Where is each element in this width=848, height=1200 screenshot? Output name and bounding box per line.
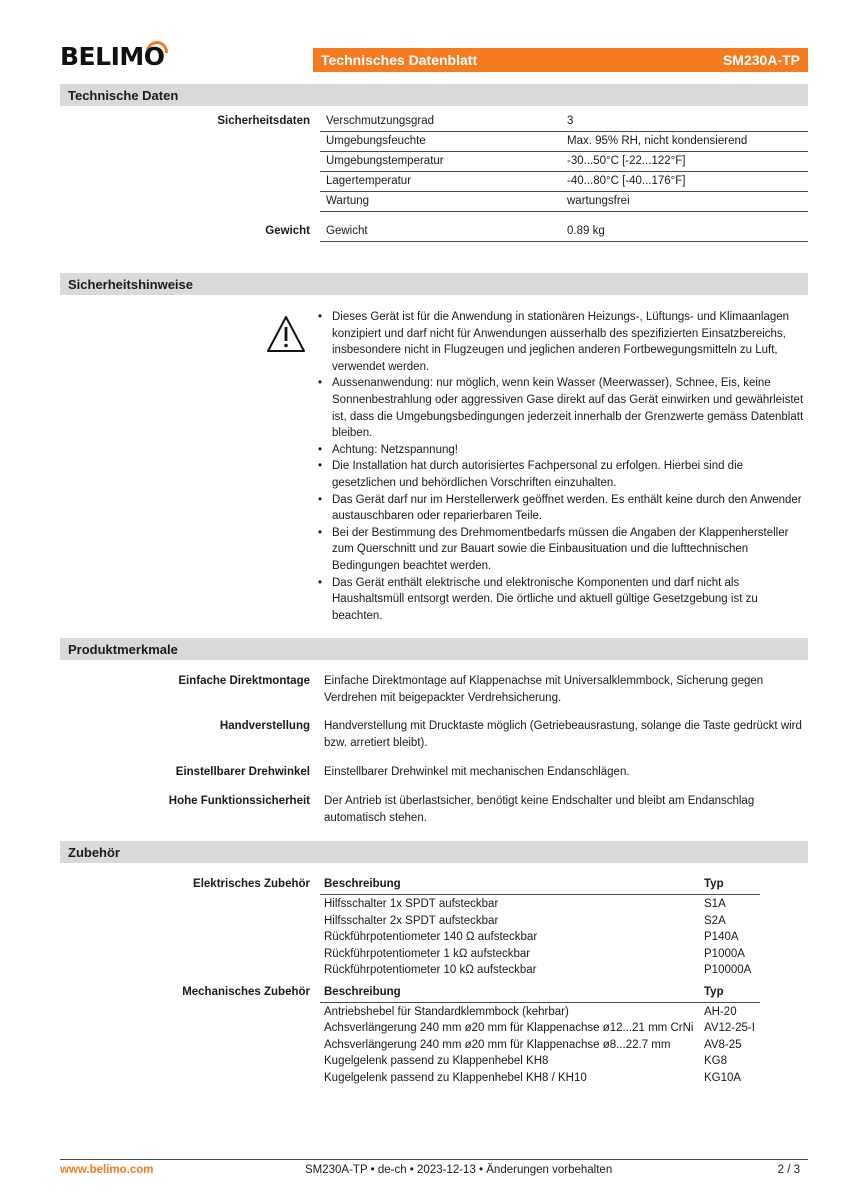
section-safety-notes [60, 273, 808, 295]
table-row [320, 171, 808, 192]
footer-document-info: SM230A-TP • de-ch • 2023-12-13 • Änderungen vorbehalten [305, 1164, 613, 1176]
column-header-type: Typ [704, 878, 724, 890]
accessory-description: Kugelgelenk passend zu Klappenhebel KH8 [324, 1055, 549, 1067]
list-item: • Aussenanwendung: nur möglich, wenn kein Wasser (Meerwasser), Schnee, Eis, keine Sonnenbestrahlung oder aggressiven Gase direkt auf das Gerät einwirken und gewährleistet ist, dass die Umgebungsbedingungen jederzeit innerhalb der Grenzwerte gemäss Datenblatt bleiben. [318, 375, 804, 441]
feature-label: Einfache Direktmontage [178, 675, 310, 687]
list-item: • Das Gerät enthält elektrische und elektronische Komponenten und darf nicht als Haushaltsmüll entsorgt werden. Die örtliche und aktuell gültige Gesetzgebung ist zu beachten. [318, 575, 804, 625]
table-row [320, 221, 808, 242]
row-key: Verschmutzungsgrad [326, 115, 435, 127]
section-title: Sicherheitshinweise [68, 277, 193, 292]
doc-type: Technisches Datenblatt [321, 52, 478, 68]
row-value: Max. 95% RH, nicht kondensierend [567, 135, 748, 147]
divider [320, 894, 760, 895]
row-value: 0.89 kg [567, 225, 605, 237]
row-key: Gewicht [326, 225, 368, 237]
row-value: wartungsfrei [567, 195, 630, 207]
safety-data-label: Sicherheitsdaten [217, 115, 310, 127]
column-header-type: Typ [704, 986, 724, 998]
section-accessories [60, 841, 808, 863]
row-value: -40...80°C [-40...176°F] [567, 175, 686, 187]
accessory-description: Rückführpotentiometer 140 Ω aufsteckbar [324, 931, 538, 943]
list-item: • Bei der Bestimmung des Drehmomentbedarfs müssen die Angaben der Klappenhersteller zum Querschnitt und zur Bauart sowie die Einbausituation und die lufttechnischen Bedingungen beachtet werden. [318, 525, 804, 575]
accessory-type: KG10A [704, 1072, 742, 1084]
table-row [320, 131, 808, 152]
accessory-description: Antriebshebel für Standardklemmbock (kehrbar) [324, 1006, 569, 1018]
section-technical-data [60, 84, 808, 106]
accessory-type: AV12-25-I [704, 1022, 755, 1034]
accessory-description: Rückführpotentiometer 10 kΩ aufsteckbar [324, 964, 537, 976]
column-header-description: Beschreibung [324, 878, 401, 890]
section-title: Technische Daten [68, 88, 179, 103]
row-key: Umgebungstemperatur [326, 155, 444, 167]
row-value: 3 [567, 115, 574, 127]
accessory-description: Hilfsschalter 2x SPDT aufsteckbar [324, 915, 499, 927]
list-item: • Achtung: Netzspannung! [318, 442, 804, 459]
accessory-type: P140A [704, 931, 739, 943]
mechanical-accessories-label: Mechanisches Zubehör [182, 986, 310, 998]
accessory-type: S2A [704, 915, 726, 927]
feature-description: Einfache Direktmontage auf Klappenachse mit Universalklemmbock, Sicherung gegen Verdrehen mit beigepackter Verdrehsicherung. [324, 675, 764, 704]
accessory-description: Rückführpotentiometer 1 kΩ aufsteckbar [324, 948, 531, 960]
accessory-description: Achsverlängerung 240 mm ø20 mm für Klappenachse ø8...22.7 mm [324, 1039, 671, 1051]
accessory-description: Hilfsschalter 1x SPDT aufsteckbar [324, 898, 499, 910]
header-bar [313, 48, 808, 72]
accessory-type: KG8 [704, 1055, 728, 1067]
warning-triangle-icon [266, 314, 306, 354]
accessory-description: Kugelgelenk passend zu Klappenhebel KH8 / KH10 [324, 1072, 587, 1084]
brand-name: BELIMO [60, 42, 165, 71]
accessory-description: Achsverlängerung 240 mm ø20 mm für Klappenachse ø12...21 mm CrNi [324, 1022, 694, 1034]
column-header-description: Beschreibung [324, 986, 401, 998]
accessory-type: P1000A [704, 948, 745, 960]
feature-description: Einstellbarer Drehwinkel mit mechanischen Endanschlägen. [324, 766, 630, 778]
accessory-type: S1A [704, 898, 726, 910]
list-item: • Dieses Gerät ist für die Anwendung in stationären Heizungs-, Lüftungs- und Klimaanlagen konzipiert und darf nicht für Anwendungen ausserhalb des spezifizierten Einsatzbereichs, insbesondere nicht in Flugzeugen und jeglichen anderen Fortbewegungsmitteln zu Luft, verwendet werden. [318, 309, 804, 375]
table-row [320, 111, 808, 132]
table-row [320, 191, 808, 212]
list-item: • Die Installation hat durch autorisiertes Fachpersonal zu erfolgen. Hierbei sind die gesetzlichen und behördlichen Vorschriften einzuhalten. [318, 458, 804, 491]
weight-label: Gewicht [265, 225, 310, 237]
product-code: SM230A-TP [722, 52, 800, 68]
table-row [320, 151, 808, 172]
footer-divider [60, 1159, 808, 1160]
row-key: Umgebungsfeuchte [326, 135, 426, 147]
electrical-accessories-label: Elektrisches Zubehör [193, 878, 310, 890]
accessory-type: P10000A [704, 964, 752, 976]
belimo-logo [60, 40, 170, 74]
page-number: 2 / 3 [777, 1164, 800, 1176]
row-value: -30...50°C [-22...122°F] [567, 155, 686, 167]
list-item: • Das Gerät darf nur im Herstellerwerk geöffnet werden. Es enthält keine durch den Anwender austauschbaren oder reparierbaren Teile. [318, 492, 804, 525]
footer-website-link[interactable]: www.belimo.com [60, 1164, 154, 1176]
divider [320, 1002, 760, 1003]
feature-description: Der Antrieb ist überlastsicher, benötigt keine Endschalter und bleibt am Endanschlag automatisch stehen. [324, 795, 755, 824]
safety-notes-list [318, 309, 804, 624]
feature-description: Handverstellung mit Drucktaste möglich (Getriebeausrastung, solange die Taste gedrückt wird bzw. arretiert bleibt). [324, 720, 802, 749]
accessory-type: AV8-25 [704, 1039, 742, 1051]
row-key: Lagertemperatur [326, 175, 412, 187]
feature-label: Handverstellung [219, 720, 310, 732]
accessory-type: AH-20 [704, 1006, 737, 1018]
section-title: Produktmerkmale [68, 642, 178, 657]
section-title: Zubehör [68, 845, 120, 860]
section-product-features [60, 638, 808, 660]
feature-label: Hohe Funktionssicherheit [168, 795, 310, 807]
feature-label: Einstellbarer Drehwinkel [175, 766, 310, 778]
row-key: Wartung [326, 195, 370, 207]
